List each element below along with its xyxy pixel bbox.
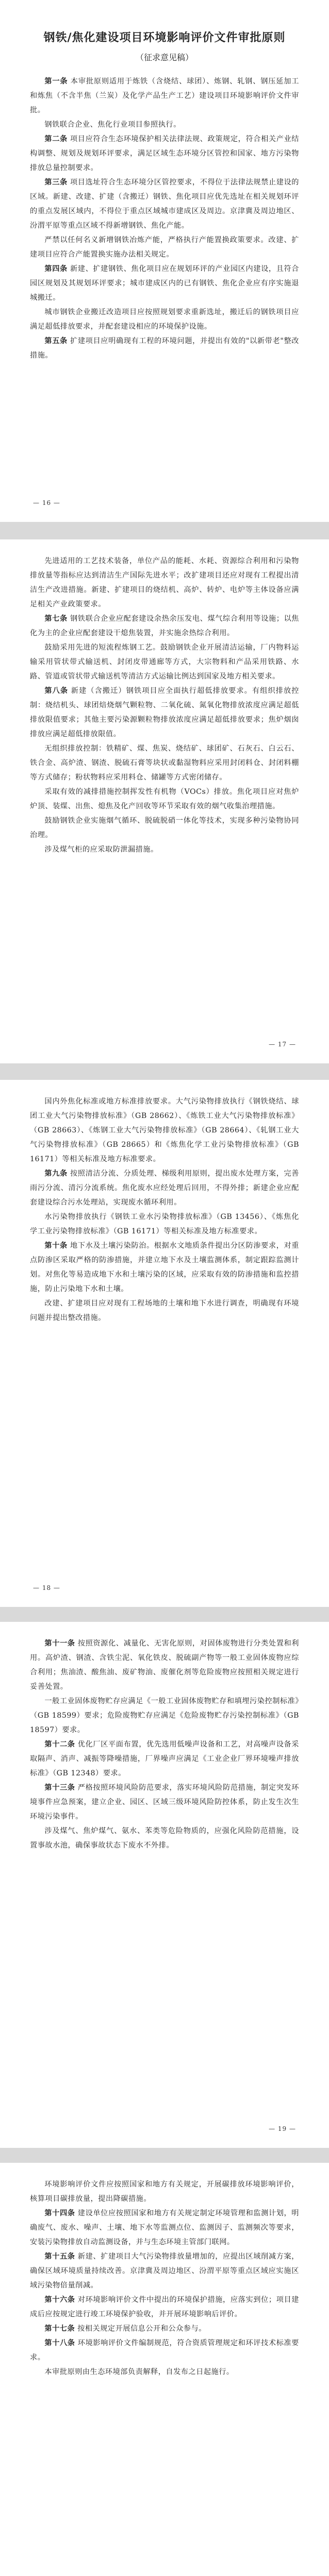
article-text: 本审批原则由生态环境部负责解释，自发布之日起施行。 — [44, 2368, 234, 2376]
article-number: 第十八条 — [44, 2339, 75, 2347]
article-paragraph — [30, 2365, 299, 2379]
article-number: 第十条 — [44, 1242, 68, 1250]
article-paragraph — [30, 1636, 299, 1694]
article-paragraph — [30, 814, 299, 842]
article-number: 第八条 — [44, 687, 69, 695]
article-paragraph — [30, 684, 299, 741]
document-title: 钢铁/焦化建设项目环境影响评价文件审批原则 — [43, 31, 286, 44]
article-paragraph — [30, 233, 299, 262]
article-number: 第十二条 — [44, 1740, 75, 1749]
article-text: 对环境影响评价文件中提出的环境保护措施，应落实到位；项目建成后应按规定进行竣工环境保护验收，并开展环境影响后评价。 — [30, 2296, 299, 2318]
article-paragraph — [30, 2336, 299, 2365]
article-number: 第十三条 — [44, 1784, 75, 1792]
document-page-5 — [0, 2163, 329, 2576]
article-text: 鼓励钢铁企业实施烟气循环、脱硫脱硝一体化等技术，实现多种污染物协同治理。 — [30, 817, 299, 839]
article-number: 第十七条 — [44, 2325, 75, 2333]
article-number: 第十一条 — [44, 1639, 75, 1648]
document-page-4 — [0, 1622, 329, 2148]
article-text: 新建、扩建项目大气污染物排放量增加的，应提出区域削减方案，确保区域环境质量持续改善。京津冀及周边地区、汾渭平原等重点区域应实施区域污染物倍量削减。 — [30, 2252, 299, 2290]
article-text: 优化厂区平面布置，优先选用低噪声设备和工艺，对高噪声设备采取隔声、消声、减振等降噪措施，厂界噪声应满足《工业企业厂界环境噪声排放标准》（GB 12348）要求。 — [30, 1740, 299, 1777]
article-paragraph — [30, 334, 299, 363]
article-text: 无组织排放控制：铁精矿、煤、焦炭、烧结矿、球团矿、石灰石、白云石、铁合金、高炉渣、钢渣、脱硫石膏等块状或黏湿物料应采用封闭料仓、封闭料棚等方式储存；粉状物料应采用料仓、储罐等方式密闭储存。 — [30, 744, 299, 782]
article-text: 环境影响评价文件编制规范，符合资质管理规定和环评技术标准要求。 — [30, 2339, 299, 2362]
article-text: 水污染物排放执行《钢铁工业水污染物排放标准》（GB 13456）、《炼焦化学工业污染物排放标准》（GB 16171）等相关标准及地方标准要求。 — [30, 1213, 299, 1235]
article-paragraph — [30, 1239, 299, 1296]
article-number: 第一条 — [44, 77, 68, 86]
article-text: 按照资源化、减量化、无害化原则，对固体废物进行分类处置和利用。高炉渣、钢渣、含铁尘泥、氧化铁皮、脱硫副产物等一般工业固体废物应综合利用；焦油渣、酸焦油、废矿物油、废催化剂等危险废物应按照相关规定进行妥善处置。 — [30, 1639, 299, 1691]
article-paragraph — [30, 1694, 299, 1737]
article-paragraph — [30, 1781, 299, 1824]
article-number: 第三条 — [44, 178, 68, 187]
article-paragraph — [30, 2321, 299, 2336]
article-text: 项目选址符合生态环境分区管控要求，不得位于法律法规禁止建设的区域。新建、改建、扩建（含搬迁）钢铁、焦化项目应优先选址在相关规划环评的重点发展区域内，不得位于重点区域城市建成区及周边。京津冀及周边地区、汾渭平原等重点区域不得新增钢铁、焦化产能。 — [30, 178, 299, 230]
article-paragraph — [30, 2206, 299, 2249]
article-text: 扩建项目应明确现有工程的环境问题，并提出有效的"以新带老"整改措施。 — [30, 337, 299, 360]
article-paragraph — [30, 612, 299, 640]
article-text: 本审批原则适用于炼铁（含烧结、球团）、炼钢、轧钢、钢压延加工和炼焦（不含半焦（兰炭）及化学产品生产工艺）建设项目环境影响评价文件审批。 — [30, 77, 299, 114]
page-body — [30, 1094, 299, 1325]
article-number: 第七条 — [44, 615, 68, 623]
document-page-1 — [0, 0, 329, 522]
article-text: 先进适用的工艺技术装备，单位产品的能耗、水耗、资源综合利用和污染物排放量等指标应达到清洁生产国际先进水平；改扩建项目还应对现有工程提出清洁生产改进措施。新建、扩建项目的烧结机、高炉、转炉、电炉等主体设备应满足相关产业政策要求。 — [30, 557, 299, 608]
document-subtitle: （征求意见稿） — [135, 53, 193, 62]
page-number: — 19 — — [269, 2125, 296, 2132]
article-text: 国内外焦化标准或地方标准排放要求。大气污染物排放执行《钢铁烧结、球团工业大气污染物排放标准》（GB 28662）、《炼铁工业大气污染物排放标准》（GB 28663）、《炼钢工业大气污染物排放标准》（GB 28664）、《轧钢工业大气污染物排放标准》（GB 28665）和《炼焦化学工业污染物排放标准》（GB 16171）等相关标准及地方标准要求。 — [30, 1097, 299, 1163]
page-body — [30, 1636, 299, 1853]
article-paragraph — [30, 132, 299, 175]
document-page-2 — [0, 539, 329, 1063]
article-text: 鼓励采用先进的短流程炼钢工艺。鼓励钢铁企业开展清洁运输，厂内物料运输采用管状带式输送机、封闭皮带通廊等方式，大宗物料和产品采用铁路、水路、管道或管状带式输送机等清洁方式运输比例达到国家及地方相关要求。 — [30, 643, 299, 681]
article-text: 严格按照环境风险防范要求，落实环境风险防范措施，制定突发环境事件应急预案，建立企业、园区、区域三级环境风险防控体系，防止发生次生环境污染事件。 — [30, 1784, 299, 1821]
article-paragraph — [30, 175, 299, 233]
article-number: 第四条 — [44, 265, 68, 273]
article-paragraph — [30, 1210, 299, 1239]
article-text: 钢铁联合企业应配套建设余热余压发电、煤气综合利用等设施；以焦化为主的企业应配套建设干熄焦装置，并实施余热综合利用。 — [30, 615, 299, 637]
article-paragraph — [30, 2249, 299, 2293]
article-text: 项目应符合生态环境保护相关法律法规、政策规定，符合相关产业结构调整、规划及规划环评要求，满足区域生态环境分区管控和国家、地方污染物排放总量控制要求。 — [30, 135, 299, 172]
article-text: 严禁以任何名义新增钢铁冶炼产能，严格执行产能置换政策要求。改建、扩建项目应符合产能置换实施办法相关规定。 — [30, 236, 299, 259]
article-text: 地下水及土壤污染防治。根据水文地质条件提出分区防渗要求，对重点防渗区采取严格的防渗措施，并建立地下水及土壤监测体系，制定跟踪监测计划。对焦化等易造成地下水和土壤污染的区域，应采取有效的防渗措施和监控措施，防止污染地下水和土壤。 — [30, 1242, 299, 1293]
article-text: 涉及煤气柜的应采取防泄漏措施。 — [44, 845, 158, 854]
article-text: 涉及煤气、焦炉煤气、氨水、苯类等危险物质的，应强化风险防范措施，设置事故水池，确保事故状态下废水不外排。 — [30, 1827, 299, 1850]
page-number: — 17 — — [269, 1041, 296, 1048]
article-paragraph — [30, 554, 299, 612]
article-number: 第十四条 — [44, 2209, 75, 2217]
article-paragraph — [30, 1737, 299, 1781]
article-text: 按照清洁分流、分质处理、梯级利用原则，提出废水处理方案，完善雨污分流、清污分流系统。焦化废水应经处理后回用，不得外排；新建企业应配套建设综合污水处理站，实现废水循环利用。 — [30, 1170, 299, 1207]
article-text: 新建（含搬迁）钢铁项目应全面执行超低排放要求。有组织排放控制：烧结机头、球团焙烧烟气颗粒物、二氧化硫、氮氧化物排放浓度应满足超低排放限值要求；其他主要污染源颗粒物排放浓度应满足超低排放要求；焦炉烟囱排放应满足超低排放限值。 — [30, 687, 299, 738]
article-text: 采取有效的减排措施控制挥发性有机物（VOCs）排放。焦化项目应对焦炉炉顶、装煤、出焦、熄焦及化产回收等环节采取有效的烟气收集治理措施。 — [30, 788, 299, 810]
article-paragraph — [30, 741, 299, 785]
article-paragraph — [30, 262, 299, 305]
article-paragraph — [30, 1824, 299, 1853]
article-text: 环境影响评价文件应按照国家和地方有关规定，开展碳排放环境影响评价，核算项目碳排放量，提出降碳措施。 — [30, 2180, 299, 2203]
article-paragraph — [30, 117, 299, 132]
document-page-3 — [0, 1080, 329, 1607]
article-paragraph — [30, 640, 299, 684]
article-text: 按相关规定开展信息公开和公众参与。 — [77, 2325, 206, 2333]
article-text: 建设单位应按照国家和地方有关规定制定环境管理和监测计划，明确废气、废水、噪声、土壤、地下水等监测点位、监测因子、监测频次等要求，安装污染物排放自动监测设备，并与生态环境主管部门联网。 — [30, 2209, 299, 2246]
page-number: — 18 — — [33, 1584, 60, 1591]
article-number: 第二条 — [44, 135, 68, 143]
article-paragraph — [30, 74, 299, 117]
page-body — [30, 554, 299, 857]
article-paragraph — [30, 1296, 299, 1325]
page-number: — 16 — — [33, 499, 60, 506]
article-text: 城市钢铁企业搬迁改造项目应按照规划要求重新选址，搬迁后的钢铁项目应满足超低排放要求，并配套建设相应的环境保护设施。 — [30, 308, 299, 331]
article-text: 改建、扩建项目应对现有工程场地的土壤和地下水进行调查，明确现有环境问题并提出整改措施。 — [30, 1299, 299, 1322]
article-text: 一般工业固体废物贮存应满足《一般工业固体废物贮存和填埋污染控制标准》（GB 18599）要求；危险废物贮存应满足《危险废物贮存污染控制标准》（GB 18597）要求。 — [30, 1697, 299, 1734]
article-number: 第九条 — [44, 1170, 68, 1178]
article-text: 钢铁联合企业、焦化行业项目参照执行。 — [44, 121, 181, 129]
page-body — [30, 2177, 299, 2379]
article-paragraph — [30, 2293, 299, 2321]
article-paragraph — [30, 1166, 299, 1210]
article-paragraph — [30, 842, 299, 857]
article-text: 新建、扩建钢铁、焦化项目应在规划环评的产业园区内建设，且符合园区规划及其规划环评要求；城市建成区内的已有钢铁、焦化企业应有序实施退城搬迁。 — [30, 265, 299, 302]
article-paragraph — [30, 305, 299, 334]
article-number: 第五条 — [44, 337, 68, 345]
article-paragraph — [30, 785, 299, 814]
page-body — [30, 74, 299, 363]
article-number: 第十六条 — [44, 2296, 75, 2304]
article-paragraph — [30, 1094, 299, 1166]
article-number: 第十五条 — [44, 2252, 75, 2261]
article-paragraph — [30, 2177, 299, 2206]
